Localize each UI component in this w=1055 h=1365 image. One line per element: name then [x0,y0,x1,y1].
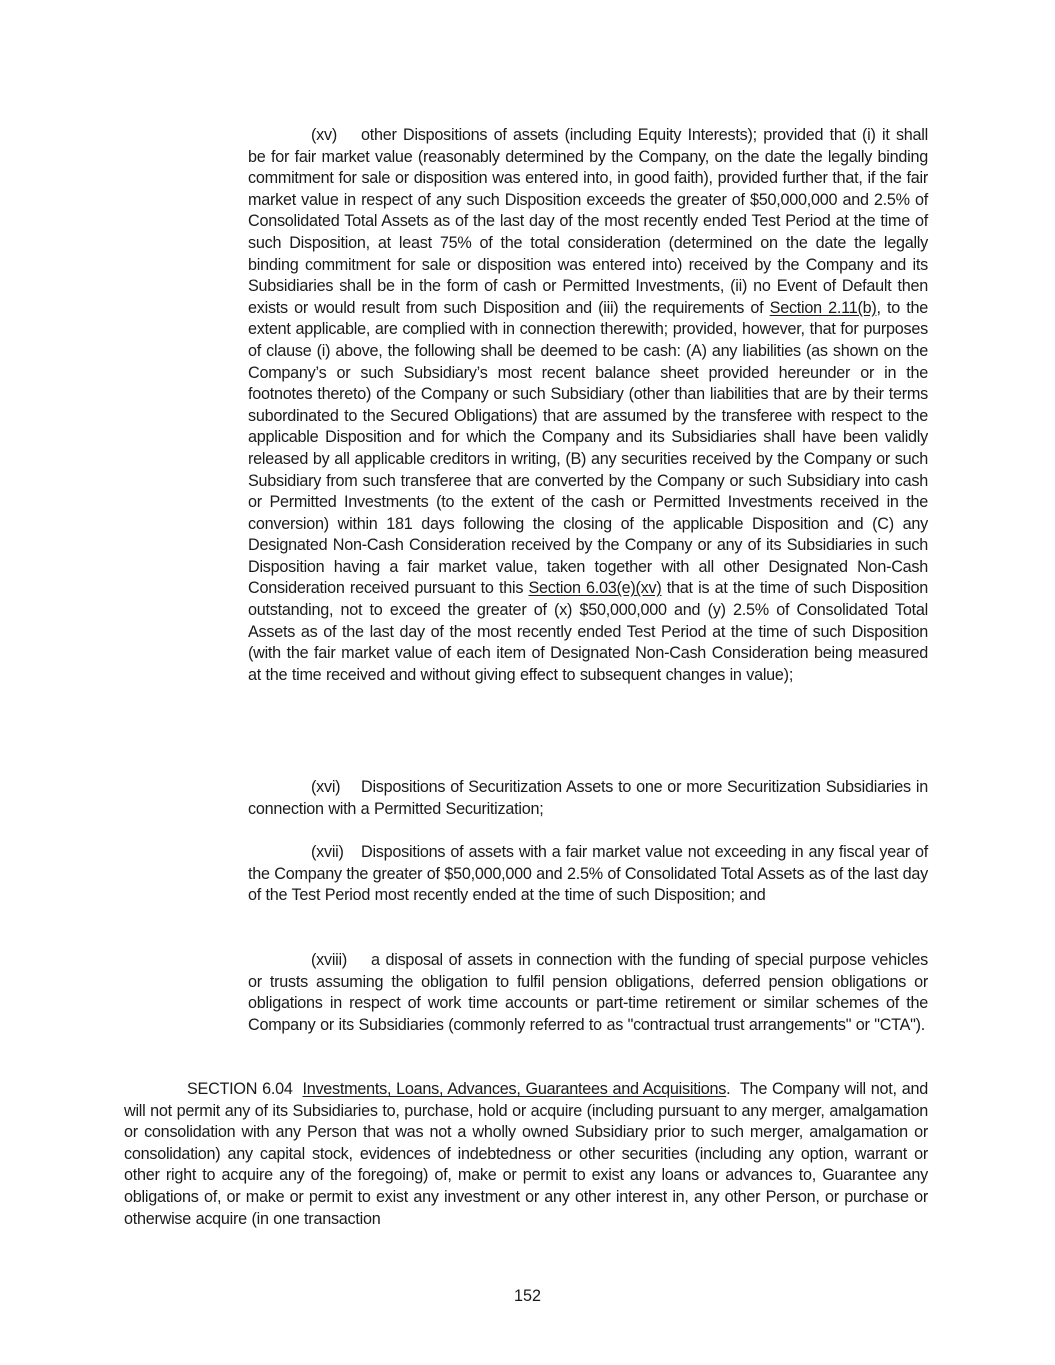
clause-xvii [248,842,928,907]
section-6-04 [124,1079,928,1230]
clause-number: (xviii) [311,951,348,969]
clause-xv [248,125,928,686]
clause-xviii [248,950,928,1036]
clause-text: other Dispositions of assets (including Equity Interests); provided that (i) it shall be for fair market value (reasonably determined by the Company, on the date the legally binding commitment for sale or disposition was entered into, in good faith), provided further that, if the fair market value in respect of any such Disposition exceeds the greater of $50,000,000 and 2.5% of Consolidated Total Assets as of the last day of the most recently ended Test Period at the time of such Disposition, at least 75% of the total consideration (determined on the date the legally binding commitment for sale or disposition was entered into) received by the Company and its Subsidiaries shall be in the form of cash or Permitted Investments, (ii) no Event of Default then exists or would result from such Disposition and (iii) the requirements of [248,126,928,317]
clause-text: Dispositions of Securitization Assets to one or more Securitization Subsidiaries in connection with a Permitted Securitization; [248,778,928,818]
clause-text: that is at the time of such Disposition outstanding, not to exceed the greater of (x) $50,000,000 and (y) 2.5% of Consolidated Total Assets as of the last day of the most recently ended Test Period at the time of such Disposition (with the fair market value of each item of Designated Non-Cash Consideration being measured at the time received and without giving effect to subsequent changes in value); [248,579,928,684]
clause-number: (xv) [311,126,337,144]
section-reference-link: Section 6.03(e)(xv) [528,579,662,598]
page-number: 152 [513,1287,541,1305]
section-label: SECTION 6.04 [187,1080,293,1098]
clause-text: Dispositions of assets with a fair market value not exceeding in any fiscal year of the Company the greater of $50,000,000 and 2.5% of Consolidated Total Assets as of the last day of the Test Period most recently ended at the time of such Disposition; and [248,843,928,905]
section-body: The Company will not, and will not permit any of its Subsidiaries to, purchase, hold or acquire (including pursuant to any merger, amalgamation or consolidation with any Person that was not a wholly owned Subsidiary prior to such merger, amalgamation or consolidation) any capital stock, evidences of indebtedness or other securities (including any option, warrant or other right to acquire any of the foregoing) of, make or permit to exist any loans or advances to, Guarantee any obligations of, or make or permit to exist any investment or any other interest in, any other Person, or purchase or otherwise acquire (in one transaction [124,1080,928,1228]
clause-text: , to the extent applicable, are complied with in connection therewith; provided, however, that for purposes of clause (i) above, the following shall be deemed to be cash: (A) any liabilities (as shown on the Company’s or such Subsidiary’s most recent balance sheet provided hereunder or in the footnotes thereto) of the Company or such Subsidiary (other than liabilities that are by their terms subordinated to the Secured Obligations) that are assumed by the transferee with respect to the applicable Disposition and for which the Company and its Subsidiaries shall have been validly released by all applicable creditors in writing, (B) any securities received by the Company or such Subsidiary from such transferee that are converted by the Company or such Subsidiary into cash or Permitted Investments (to the extent of the cash or Permitted Investments received in the conversion) within 181 days following the closing of the applicable Disposition and (C) any Designated Non-Cash Consideration received by the Company or any of its Subsidiaries in such Disposition having a fair market value, taken together with all other Designated Non-Cash Consideration received pursuant to this [248,298,928,598]
section-heading-period: . [726,1080,731,1098]
clause-number: (xvii) [311,843,344,861]
section-heading: Investments, Loans, Advances, Guarantees and Acquisitions [302,1080,727,1098]
clause-number: (xvi) [311,778,341,796]
section-reference-link: Section 2.11(b) [769,298,877,317]
clause-xvi [248,777,928,820]
clause-text: a disposal of assets in connection with the funding of special purpose vehicles or trusts assuming the obligation to fulfil pension obligations, deferred pension obligations or obligations in respect of work time accounts or part-time retirement or similar schemes of the Company or its Subsidiaries (commonly referred to as "contractual trust arrangements" or "CTA"). [248,951,928,1034]
